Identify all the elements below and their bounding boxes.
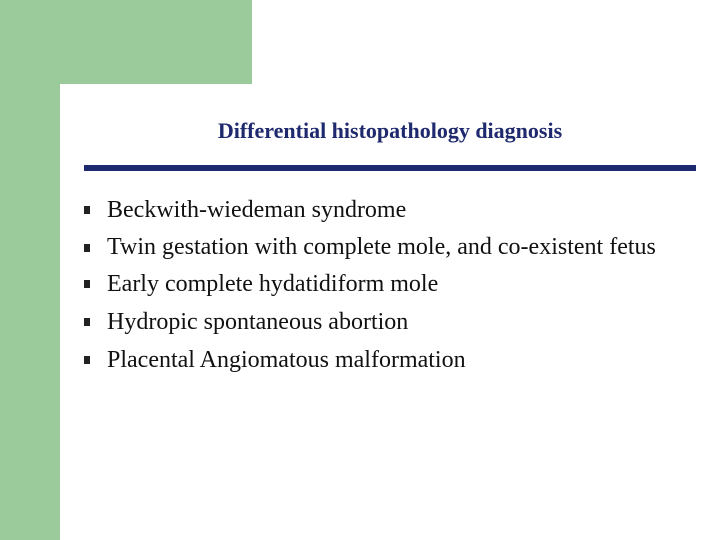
bullet-text: Twin gestation with complete mole, and co-existent fetus bbox=[107, 234, 656, 260]
bullet-text: Early complete hydatidiform mole bbox=[107, 271, 439, 297]
bullet-item bbox=[84, 229, 704, 265]
square-bullet-icon bbox=[84, 318, 90, 326]
bullet-item bbox=[84, 265, 704, 303]
bullet-text: Beckwith-wiedeman syndrome bbox=[107, 197, 407, 223]
bullet-item bbox=[84, 303, 704, 341]
decorative-accent-block-top bbox=[0, 0, 252, 84]
square-bullet-icon bbox=[84, 280, 90, 288]
decorative-accent-block-left bbox=[0, 84, 60, 540]
square-bullet-icon bbox=[84, 244, 90, 252]
bullet-list bbox=[84, 191, 704, 379]
bullet-item bbox=[84, 191, 704, 229]
title-divider-rule bbox=[84, 165, 696, 171]
bullet-text: Placental Angiomatous malformation bbox=[107, 347, 466, 373]
square-bullet-icon bbox=[84, 206, 90, 214]
slide-title: Differential histopathology diagnosis bbox=[217, 118, 563, 143]
square-bullet-icon bbox=[84, 356, 90, 364]
bullet-text: Hydropic spontaneous abortion bbox=[107, 309, 409, 335]
bullet-item bbox=[84, 341, 704, 379]
